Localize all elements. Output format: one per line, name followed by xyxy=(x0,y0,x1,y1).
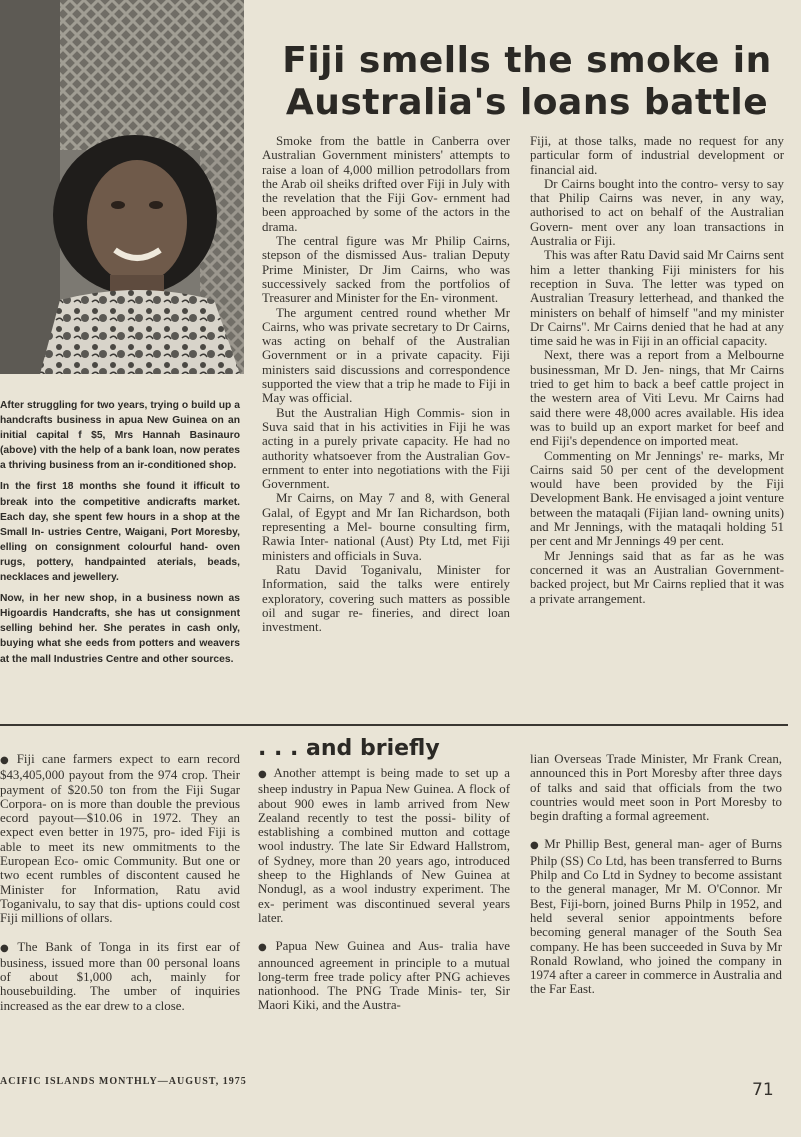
article-paragraph: Mr Jennings said that as far as he was concerned it was an Australian Government-backed project, but Mr Cairns replied that it was a private arrangement. xyxy=(530,548,784,606)
article-paragraph: Dr Cairns bought into the contro- versy to say that Philip Cairns was never, in any way, authorised to act on behalf of the Australian Govern- ment over any loan transactions in Australia or Fiji. xyxy=(530,176,784,249)
bullet-dot-icon: ● xyxy=(0,755,13,766)
brief-item: lian Overseas Trade Minister, Mr Frank Crean, announced this in Port Moresby after three days of talks and said that officials from the two countries would meet soon in Port Moresby to begin drafting a formal agreement. xyxy=(530,752,782,824)
bullet-dot-icon: ● xyxy=(258,769,270,780)
article-column-2 xyxy=(530,134,784,606)
article-paragraph: Commenting on Mr Jennings' re- marks, Mr Cairns said 50 per cent of the development would have been provided by the Fiji Development Bank. He envisaged a joint venture between the mataqali (Fijian land- owning units) and Mr Jennings, with the mataqali holding 51 per cent and Mr Jennings 49 per cent. xyxy=(530,448,784,549)
bullet-dot-icon: ● xyxy=(258,942,272,954)
article-paragraph: Mr Cairns, on May 7 and 8, with General Galal, of Egypt and Mr Ian Richardson, both representing a Mel- bourne consulting firm, Rawia Inter- national (Aust) Pty Ltd, met Fiji ministers and officials in Suva. xyxy=(262,491,510,563)
briefly-column-3 xyxy=(530,752,782,1011)
brief-item: ● The Bank of Tonga in its first ear of business, issued more than 00 personal loans of about $1,000 ach, mainly for housebuilding. The umber of inquiries increased as the ear drew to a close. xyxy=(0,939,240,1013)
brief-item: ● Another attempt is being made to set up a sheep industry in Papua New Guinea. A flock of about 900 ewes in lamb arrived from New Zealand recently to test the possi- bility of establishing a combined mutton and cottage wool industry. The late Sir Edward Hallstrom, of Sydney, more than 20 years ago, introduced sheep to the Highlands of New Guinea at Nondugl, as a wool industry experiment. The ex- periment was discontinued several years later. xyxy=(258,766,510,925)
article-paragraph: Next, there was a report from a Melbourne businessman, Mr D. Jen- nings, that Mr Cairns tried to get him to back a beef cattle project in the western area of Viti Levu. Mr Cairns had said there were 48,000 acres available. His idea was to build up an export market for beef and end Fiji's dependence on imported meat. xyxy=(530,348,784,449)
headline-line: Fiji smells the smoke in xyxy=(282,40,772,81)
article-headline xyxy=(262,40,792,124)
publication-footer: ACIFIC ISLANDS MONTHLY—AUGUST, 1975 xyxy=(0,1076,247,1087)
briefly-heading: . . . and briefly xyxy=(258,736,440,761)
caption-paragraph: After struggling for two years, trying o build up a handcrafts business in apua New Guinea on an initial capital f $5, Mrs Hannah Basinauro (above) vith the help of a bank loan, now perates a thriving business from an ir-conditioned shop. xyxy=(0,400,240,472)
brief-item: ● Mr Phillip Best, general man- ager of Burns Philp (SS) Co Ltd, has been transferred to Burns Philp and Co Ltd in Sydney to become assistant to the general manager, Mr M. O'Connor. Mr Best, Fiji-born, joined Burns Philp in 1952, and held several senior appointments before becoming general manager of the South Sea company. He has been succeeded in Suva by Mr Ronald Rowland, who joined the company in 1974 after a career in commerce in Australia and the Far East. xyxy=(530,837,782,997)
caption-paragraph: Now, in her new shop, in a business nown as Higoardis Handcrafts, she has ut consignment selling behind her. She perates in cash only, buying what she eeds from potters and weavers at the mall Industries Centre and other sources. xyxy=(0,593,240,665)
photo-caption xyxy=(0,398,240,673)
bullet-dot-icon: ● xyxy=(0,942,14,954)
brief-item: ● Papua New Guinea and Aus- tralia have announced agreement in principle to a mutual long-term free trade policy after PNG achieves nationhood. The PNG Trade Minis- ter, Sir Maori Kiki, and the Austra- xyxy=(258,939,510,1013)
portrait-photo xyxy=(0,0,244,374)
caption-paragraph: In the first 18 months she found it ifficult to break into the competitive andicrafts market. Each day, she spent few hours in a shop at the Small In- ustries Centre, Waigani, Port Moresby, elling on consignment colourful hand- oven rugs, pottery, handpainted aterials, beads, necklaces and jewellery. xyxy=(0,481,240,584)
article-paragraph: Smoke from the battle in Canberra over Australian Government ministers' attempts to raise a loan of 4,000 million petrodollars from the Arab oil sheiks drifted over Fiji in July with the revelation that the Fiji Gov- ernment had been approached by some of the actors in the drama. xyxy=(262,134,510,234)
article-paragraph: Fiji, at those talks, made no request for any particular form of industrial development or financial aid. xyxy=(530,134,784,177)
brief-item: ● Fiji cane farmers expect to earn record $43,405,000 payout from the 974 crop. Their payment of $20.50 ton from the Fiji Sugar Corpora- on is more than double the previous ecord payout—$10.06 in 1972. They an expect even better in 1975, pro- ided Fiji is able to meet its new ommitments to the European Eco- omic Community. But one or two ecent rumbles of discontent caused he Minister for Information, Ratu avid Toganivalu, to say that dis- uptions could cost Fiji millions of ollars. xyxy=(0,752,240,926)
briefly-column-1 xyxy=(0,752,240,1027)
headline-line: Australia's loans battle xyxy=(285,82,769,123)
article-paragraph: Ratu David Toganivalu, Minister for Information, said the talks were entirely exploratory, covering such matters as possible oil and sugar re- fineries, and direct loan investment. xyxy=(262,562,510,635)
briefly-column-2 xyxy=(258,766,510,1027)
article-column-1 xyxy=(262,134,510,634)
section-divider xyxy=(0,724,788,726)
article-paragraph: This was after Ratu David said Mr Cairns sent him a letter thanking Fiji ministers for his reception in Suva. The letter was typed on Australian Treasury letterhead, and thanked the ministers on behalf of himself "and my minister Dr Cairns". Mr Cairns denied that he had at any time said he was in Fiji in an official capacity. xyxy=(530,248,784,349)
bullet-dot-icon: ● xyxy=(530,840,541,852)
article-paragraph: But the Australian High Commis- sion in Suva said that in his activities in Fiji he was acting in a purely private capacity. He had no authority whatsoever from the Australian Gov- ernment to enter into negotiations with the Fiji Government. xyxy=(262,405,510,492)
page-number: 71 xyxy=(752,1080,774,1100)
article-paragraph: The argument centred round whether Mr Cairns, who was private secretary to Dr Cairns, was acting on behalf of the Australian Government or in a private capacity. Fiji ministers said discussions and correspondence supported the view that a trip he made to Fiji in May was official. xyxy=(262,305,510,406)
article-paragraph: The central figure was Mr Philip Cairns, stepson of the dismissed Aus- tralian Deputy Prime Minister, Dr Jim Cairns, who was successively sacked from the portfolios of Treasurer and Minister for the En- vironment. xyxy=(262,234,510,306)
